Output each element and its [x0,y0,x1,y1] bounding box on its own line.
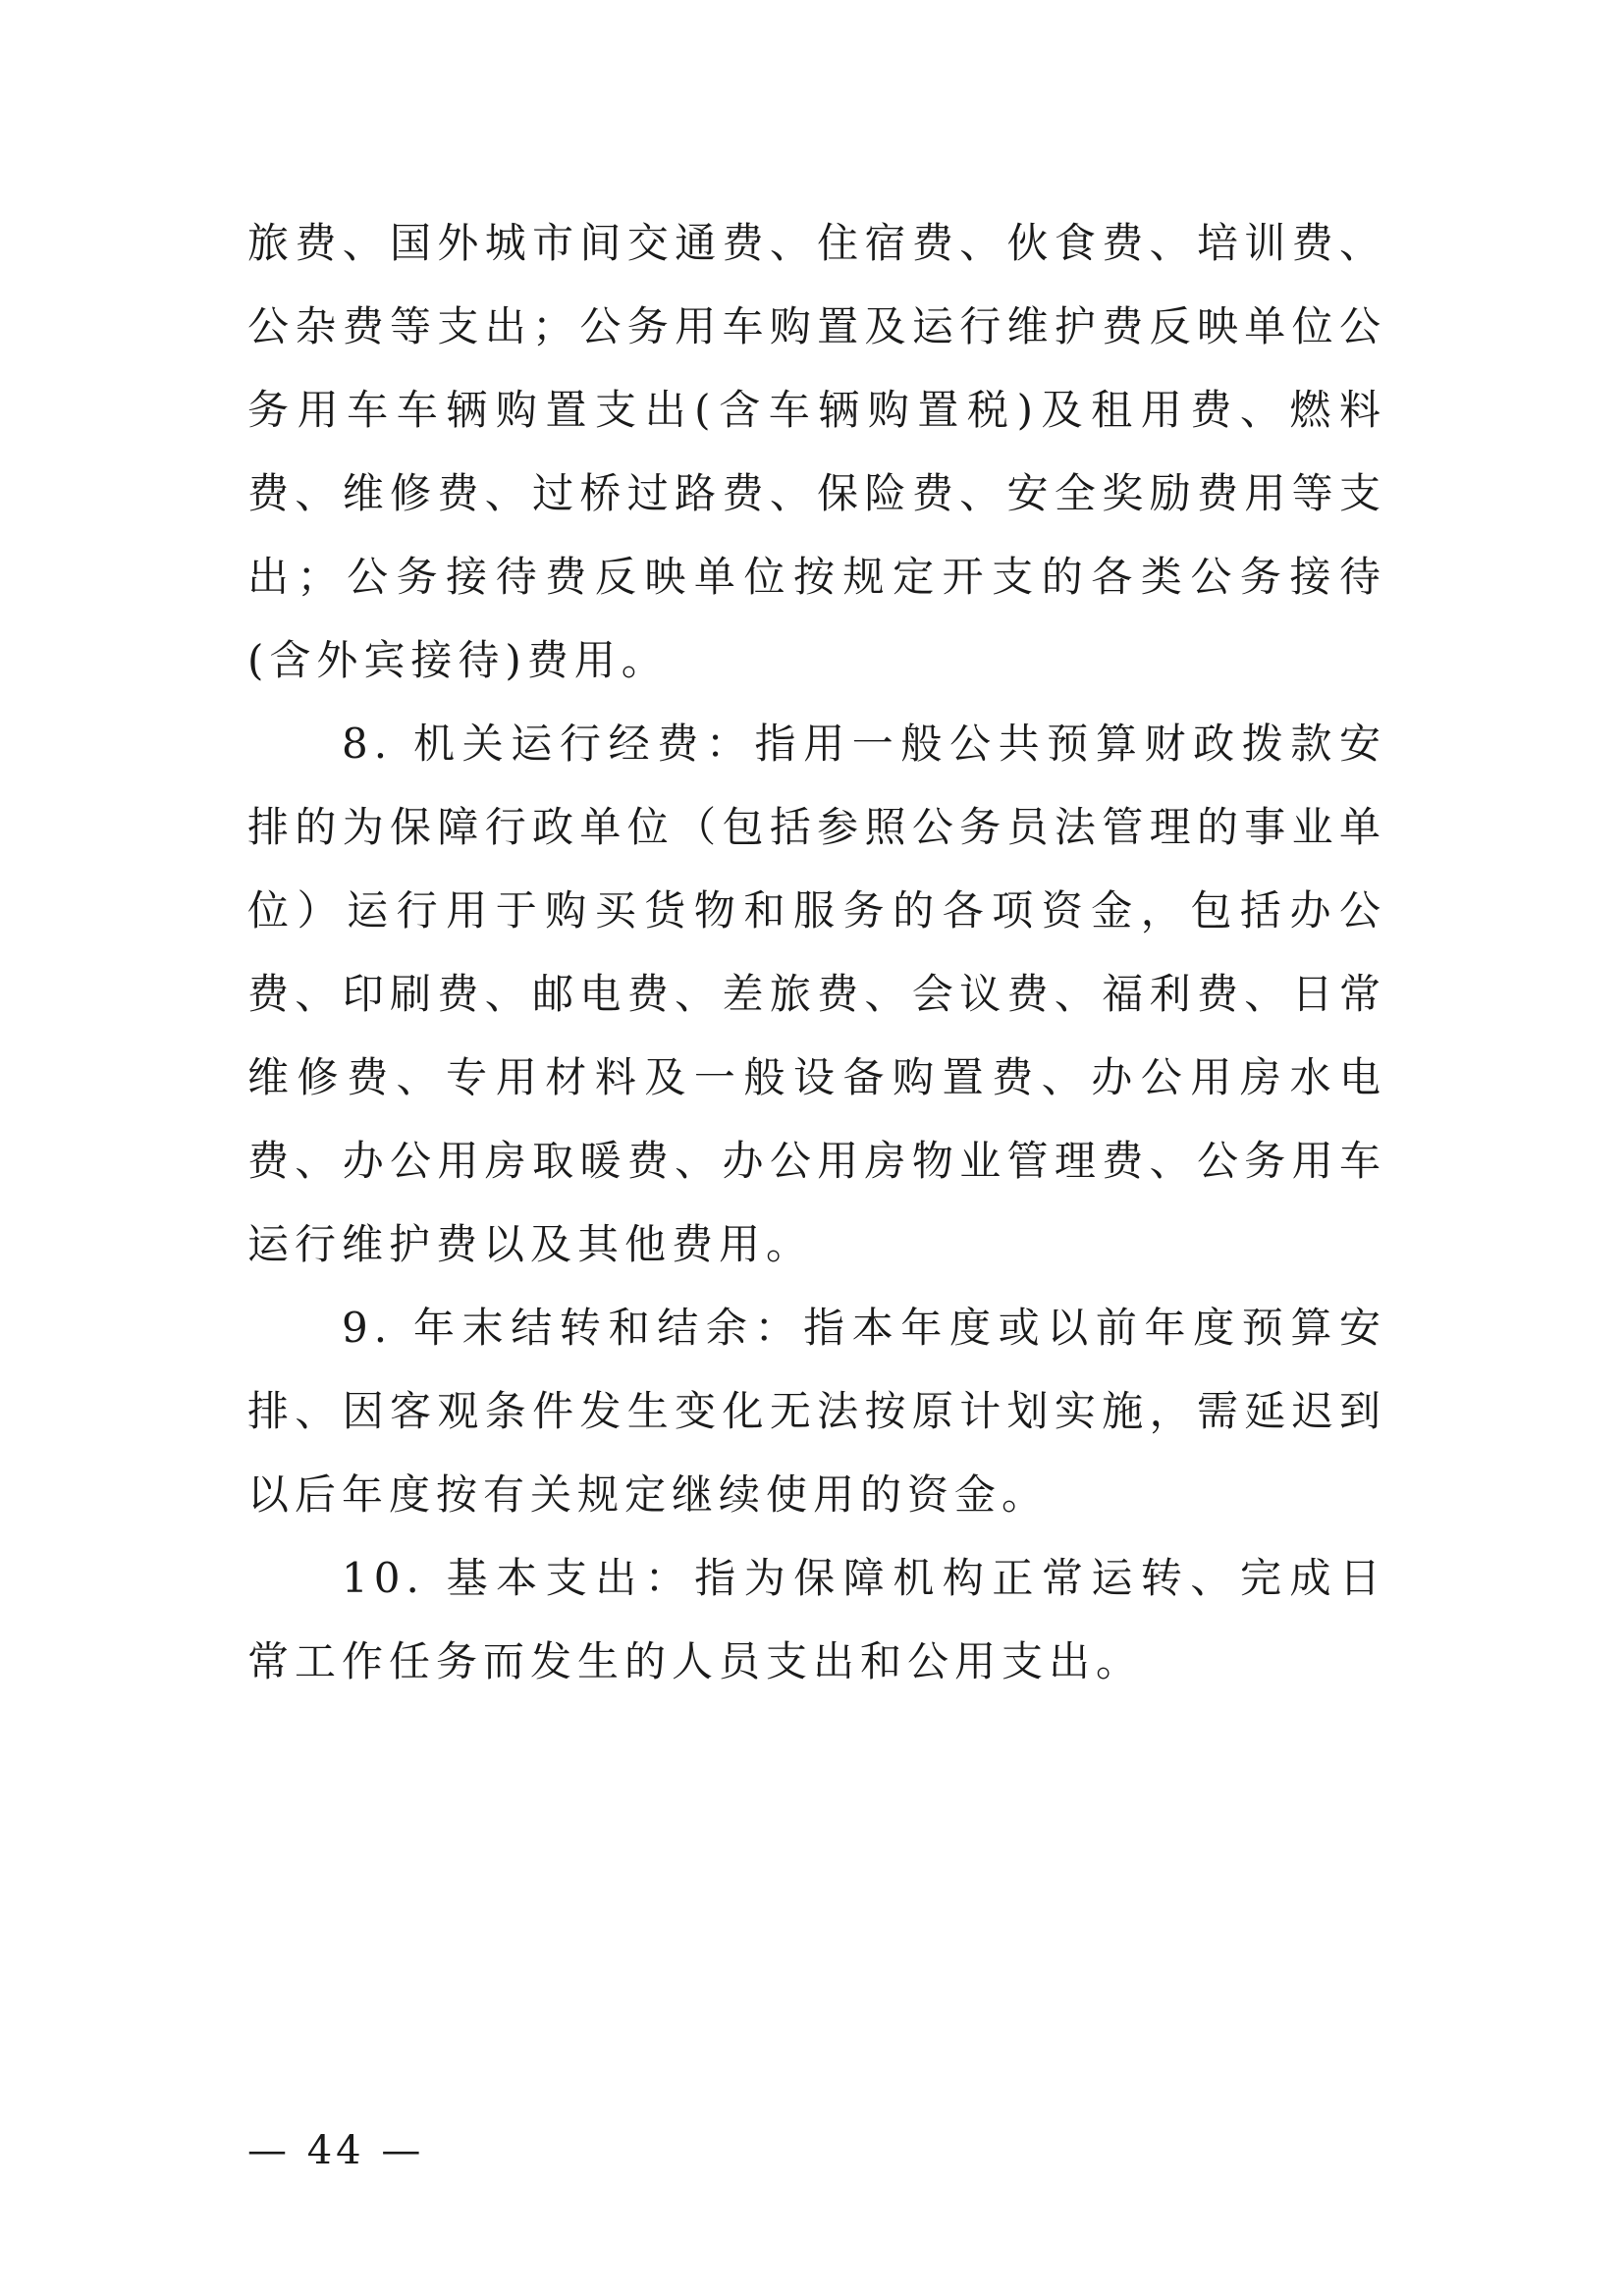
paragraph-continuation: 旅费、国外城市间交通费、住宿费、伙食费、培训费、公杂费等支出；公务用车购置及运行维护费反映单位公务用车车辆购置支出(含车辆购置税)及租用费、燃料费、维修费、过桥过路费、保险费、安全奖励费用等支出；公务接待费反映单位按规定开支的各类公务接待(含外宾接待)费用。 [247,219,1386,684]
document-body [247,201,1386,1703]
paragraph-item-10: 10. 基本支出：指为保障机构正常运转、完成日常工作任务而发生的人员支出和公用支出。 [247,1554,1386,1685]
page-number: — 44 — [247,2128,425,2173]
paragraph-item-9: 9. 年末结转和结余：指本年度或以前年度预算安排、因客观条件发生变化无法按原计划实施，需延迟到以后年度按有关规定继续使用的资金。 [247,1304,1386,1519]
paragraph-item-8: 8. 机关运行经费：指用一般公共预算财政拨款安排的为保障行政单位（包括参照公务员法管理的事业单位）运行用于购买货物和服务的各项资金，包括办公费、印刷费、邮电费、差旅费、会议费、福利费、日常维修费、专用材料及一般设备购置费、办公用房水电费、办公用房取暖费、办公用房物业管理费、公务用车运行维护费以及其他费用。 [247,720,1386,1268]
